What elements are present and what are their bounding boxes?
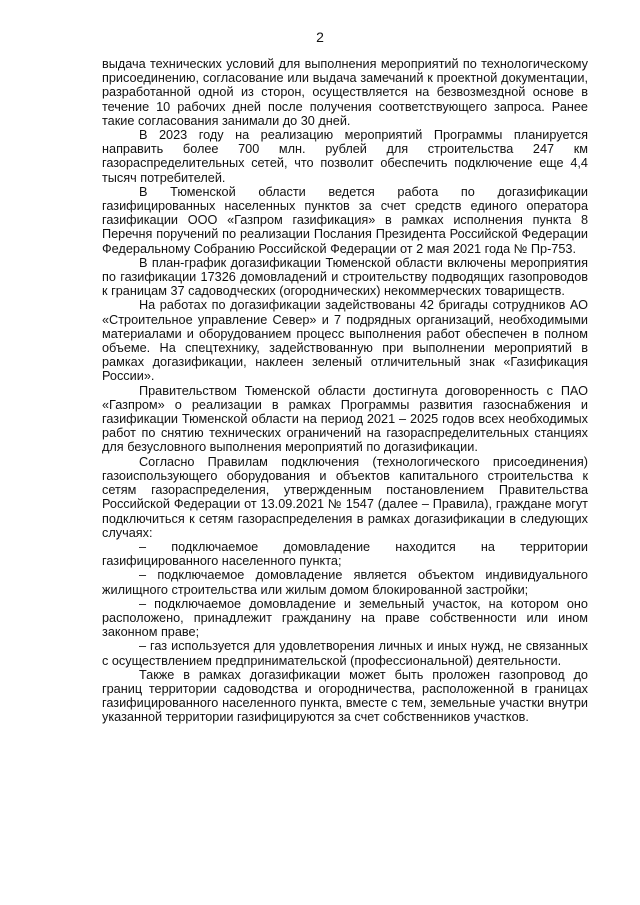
document-body [102,57,588,725]
paragraph-schedule: В план-график догазификации Тюменской области включены мероприятия по газификации 17326 домовладений и строительству подводящих газопроводов к границам 37 садоводческих (огороднических) некоммерческих товариществ. [102,255,588,299]
paragraph-technical-conditions: выдача технических условий для выполнения мероприятий по технологическому присоединению, согласование или выдача замечаний к проектной документации, разработанной одной из сторон, осуществляется на безвозмездной основе в течение 10 рабочих дней после получения соответствующего запроса. Ранее такие согласования занимали до 30 дней. [102,57,588,128]
paragraph-closing: Также в рамках догазификации может быть проложен газопровод до границ территории садоводства и огородничества, расположенной в границах газифицированного населенного пункта, вместе с тем, земельные участки внутри указанной территории газифицируются за счет собственников участков. [102,667,588,725]
page-number: 2 [316,29,324,45]
list-item: – подключаемое домовладение и земельный участок, на котором оно расположено, принадлежит гражданину на праве собственности или ином законном праве; [102,596,588,640]
paragraph-tyumen-additional-gasification: В Тюменской области ведется работа по догазификации газифицированных населенных пунктов за счет средств единого оператора газификации ООО «Газпром газификация» в рамках исполнения пункта 8 Перечня поручений по реализации Послания Президента Российской Федерации Федеральному Собранию Российской Федерации от 2 мая 2021 года № Пр-753. [102,184,588,256]
paragraph-brigades: На работах по догазификации задействованы 42 бригады сотрудников АО «Строительное управление Север» и 7 подрядных организаций, необходимыми материалами и оборудованием процесс выполнения работ обеспечен в полном объеме. На спецтехнику, задействованную при выполнении мероприятий в рамках догазификации, наклеен зеленый отличительный знак «Газификация России». [102,298,588,384]
list-item: – газ используется для удовлетворения личных и иных нужд, не связанных с осуществлением предпринимательской (профессиональной) деятельности. [102,639,588,668]
paragraph-2023-program: В 2023 году на реализацию мероприятий Программы планируется направить более 700 млн. рублей для строительства 247 км газораспределительных сетей, что позволит обеспечить подключение еще 4,4 тысяч потребителей. [102,128,588,185]
paragraph-connection-rules: Согласно Правилам подключения (технологического присоединения) газоиспользующего оборудования и объектов капитального строительства к сетям газораспределения, утвержденным постановлением Правительства Российской Федерации от 13.09.2021 № 1547 (далее – Правила), граждане могут подключиться к сетям газораспределения в рамках догазификации в следующих случаях: [102,454,588,540]
list-item: – подключаемое домовладение является объектом индивидуального жилищного строительства или жилым домом блокированной застройки; [102,568,588,597]
list-item: – подключаемое домовладение находится на территории газифицированного населенного пункта; [102,539,588,569]
paragraph-gazprom-agreement: Правительством Тюменской области достигнута договоренность с ПАО «Газпром» о реализации в рамках Программы развития газоснабжения и газификации Тюменской области на период 2021 – 2025 годов всех необходимых работ по снятию технических ограничений на газораспределительных станциях для безусловного выполнения мероприятий по догазификации. [102,383,588,455]
